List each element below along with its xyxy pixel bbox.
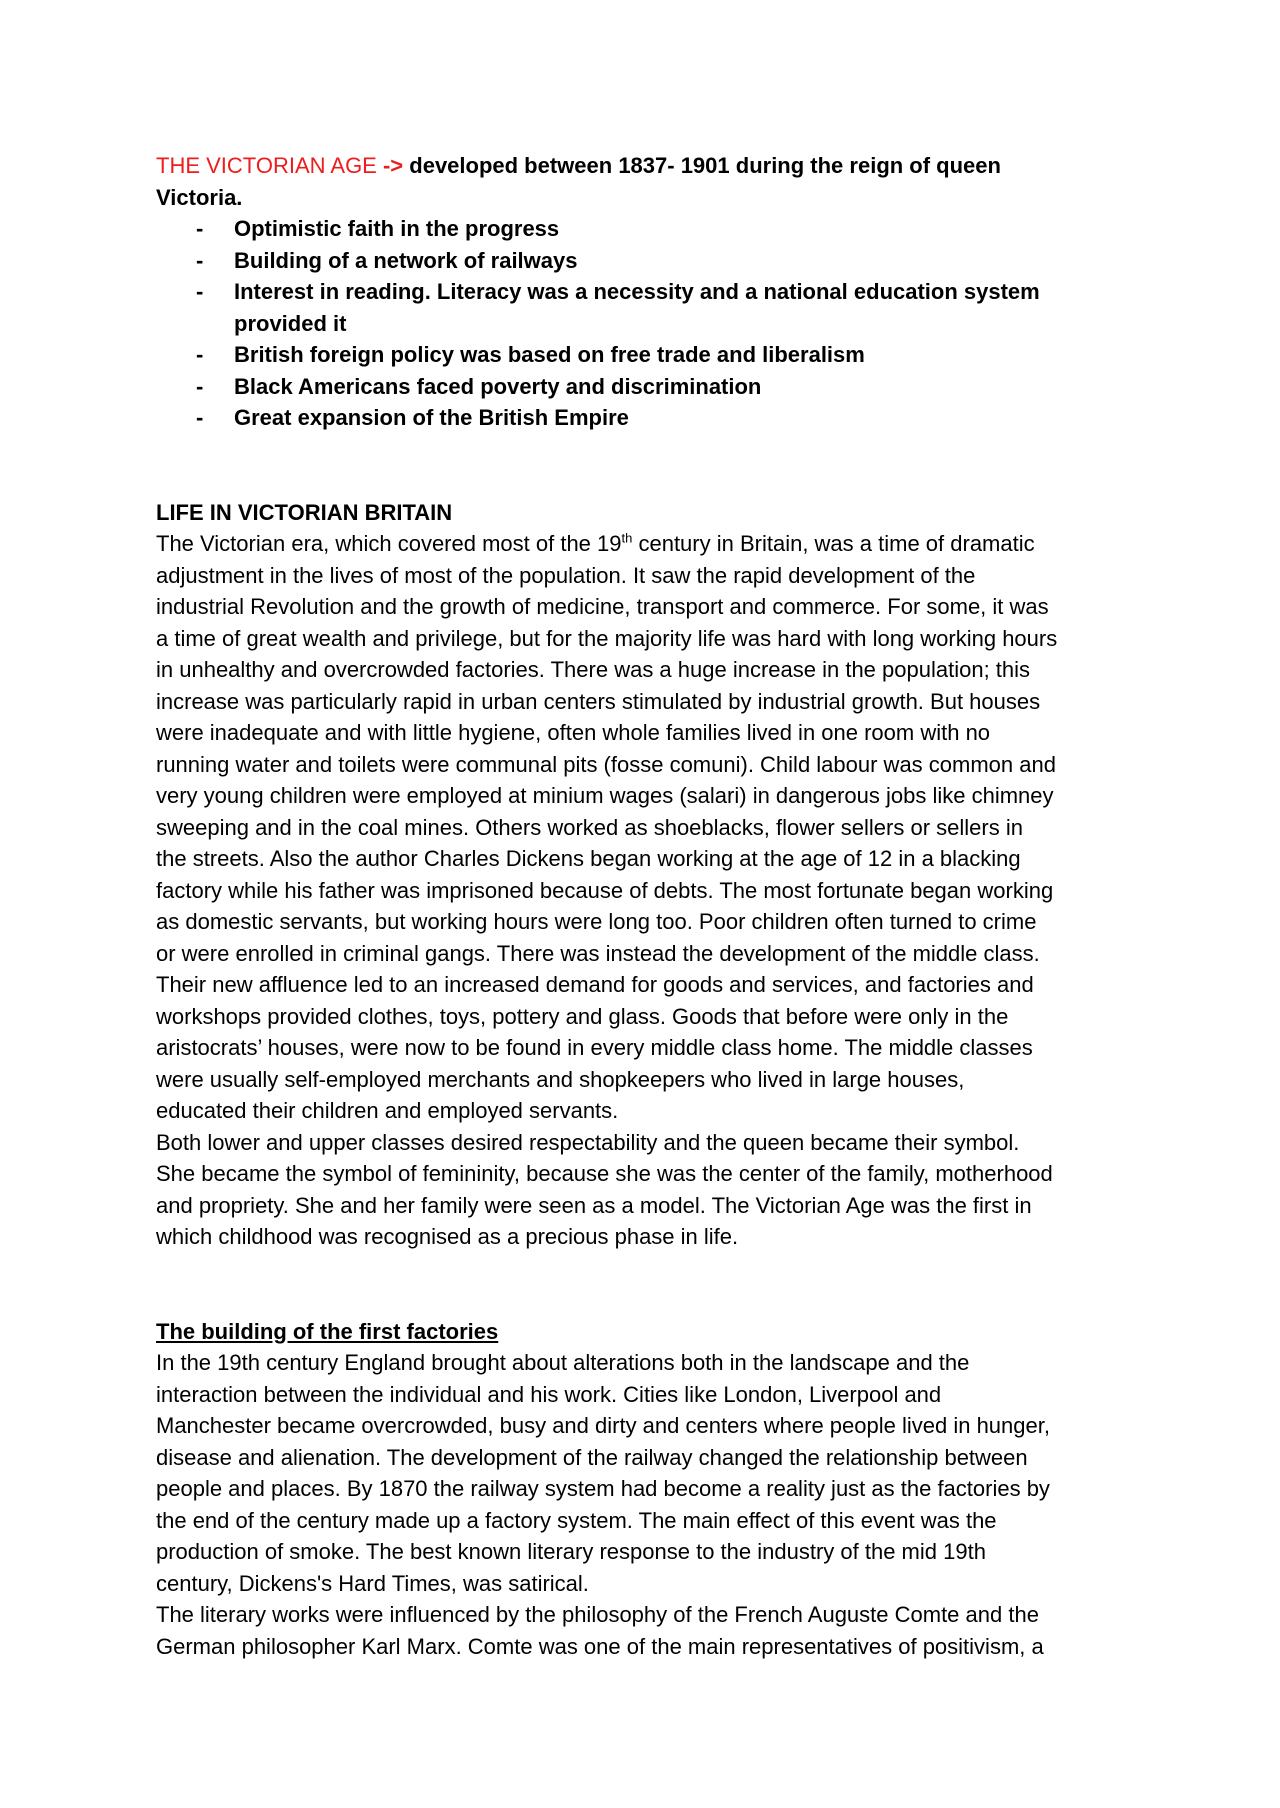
bullet-item	[156, 276, 1136, 308]
paragraph-line: adjustment in the lives of most of the population. It saw the rapid development of the	[156, 562, 976, 588]
bullet-item	[156, 402, 1136, 434]
bullet-item	[156, 339, 1136, 371]
bullet-dash: -	[196, 279, 204, 304]
paragraph-line: or were enrolled in criminal gangs. There was instead the development of the middle class.	[156, 940, 1040, 966]
paragraph-line: disease and alienation. The development of the railway changed the relationship between	[156, 1444, 1028, 1470]
paragraph-line: In the 19th century England brought about alterations both in the landscape and the	[156, 1350, 970, 1375]
paragraph-line: century, Dickens's Hard Times, was satirical.	[156, 1570, 589, 1596]
bullet-dash: -	[196, 342, 204, 367]
paragraph-line: interaction between the individual and his work. Cities like London, Liverpool and	[156, 1381, 942, 1407]
paragraph-line: industrial Revolution and the growth of medicine, transport and commerce. For some, it was	[156, 594, 1049, 619]
bullet-text: Black Americans faced poverty and discrimination	[234, 373, 762, 399]
bullet-text: Great expansion of the British Empire	[234, 405, 629, 430]
bullet-item	[156, 213, 1136, 245]
paragraph-line: were inadequate and with little hygiene, often whole families lived in one room with no	[156, 720, 991, 745]
bullet-text: provided it	[234, 310, 347, 336]
paragraph-line: Manchester became overcrowded, busy and dirty and centers where people lived in hunger,	[156, 1413, 1050, 1438]
bullet-text: British foreign policy was based on free trade and liberalism	[234, 342, 865, 367]
paragraph-line: She became the symbol of femininity, because she was the center of the family, motherhood	[156, 1161, 1053, 1186]
intro-text-line-1: developed between 1837- 1901 during the reign of queen	[409, 153, 1001, 178]
spacer	[156, 434, 1136, 497]
paragraph-line: increase was particularly rapid in urban centers stimulated by industrial growth. But houses	[156, 688, 1041, 714]
paragraph-line: were usually self-employed merchants and shopkeepers who lived in large houses,	[156, 1066, 965, 1092]
spacer	[156, 1253, 1136, 1316]
intro-text-line-2: Victoria.	[156, 184, 243, 210]
life-paragraph	[156, 560, 1136, 1253]
paragraph-line: the streets. Also the author Charles Dickens began working at the age of 12 in a blacking	[156, 846, 1021, 871]
paragraph-line: people and places. By 1870 the railway system had become a reality just as the factories by	[156, 1476, 1050, 1501]
bullet-dash: -	[196, 405, 204, 430]
paragraph-line: Both lower and upper classes desired respectability and the queen became their symbol.	[156, 1129, 1020, 1155]
factories-paragraph	[156, 1347, 1136, 1662]
life-in-victorian-britain-heading: LIFE IN VICTORIAN BRITAIN	[156, 499, 453, 525]
paragraph-line: as domestic servants, but working hours were long too. Poor children often turned to crime	[156, 909, 1037, 934]
first-line-text-pre: The Victorian era, which covered most of the 19	[156, 531, 622, 556]
ordinal-superscript: th	[621, 530, 633, 546]
first-line-text-post: century in Britain, was a time of dramatic	[632, 531, 1035, 556]
paragraph-line: running water and toilets were communal pits (fosse comuni). Child labour was common and	[156, 751, 1056, 777]
paragraph-line: German philosopher Karl Marx. Comte was one of the main representatives of positivism, a	[156, 1633, 1044, 1659]
bullet-dash: -	[196, 216, 204, 241]
paragraph-line: workshops provided clothes, toys, pottery and glass. Goods that before were only in the	[156, 1003, 1009, 1029]
bullet-text: Optimistic faith in the progress	[234, 216, 560, 241]
bullet-dash: -	[196, 247, 204, 273]
paragraph-line: educated their children and employed servants.	[156, 1098, 619, 1123]
paragraph-line: which childhood was recognised as a precious phase in life.	[156, 1224, 739, 1249]
victorian-age-title: THE VICTORIAN AGE	[156, 153, 377, 178]
features-bullet-list	[156, 213, 1136, 434]
bullet-item	[156, 308, 1136, 340]
paragraph-line: aristocrats’ houses, were now to be found in every middle class home. The middle classes	[156, 1035, 1033, 1060]
paragraph-first-line	[156, 528, 1136, 560]
paragraph-line: sweeping and in the coal mines. Others worked as shoeblacks, flower sellers or sellers in	[156, 814, 1023, 840]
bullet-item	[156, 371, 1136, 403]
document-page	[156, 150, 1136, 1662]
paragraph-line: and propriety. She and her family were seen as a model. The Victorian Age was the first in	[156, 1192, 1032, 1218]
paragraph-line: in unhealthy and overcrowded factories. There was a huge increase in the population; this	[156, 657, 1031, 682]
bullet-item	[156, 245, 1136, 277]
bullet-text: Building of a network of railways	[234, 247, 578, 273]
bullet-text: Interest in reading. Literacy was a necessity and a national education system	[234, 279, 1040, 304]
paragraph-line: very young children were employed at minium wages (salari) in dangerous jobs like chimney	[156, 783, 1054, 808]
first-factories-heading: The building of the first factories	[156, 1318, 499, 1344]
paragraph-line: the end of the century made up a factory system. The main effect of this event was the	[156, 1507, 997, 1533]
paragraph-line: The literary works were influenced by the philosophy of the French Auguste Comte and the	[156, 1602, 1039, 1627]
paragraph-line: a time of great wealth and privilege, but for the majority life was hard with long working hours	[156, 625, 1058, 651]
bullet-dash: -	[196, 373, 204, 399]
paragraph-line: Their new affluence led to an increased demand for goods and services, and factories and	[156, 972, 1034, 997]
arrow-symbol: ->	[376, 153, 410, 178]
paragraph-line: factory while his father was imprisoned because of debts. The most fortunate began working	[156, 877, 1054, 903]
victorian-age-intro	[156, 150, 1136, 182]
paragraph-line: production of smoke. The best known literary response to the industry of the mid 19th	[156, 1539, 986, 1564]
